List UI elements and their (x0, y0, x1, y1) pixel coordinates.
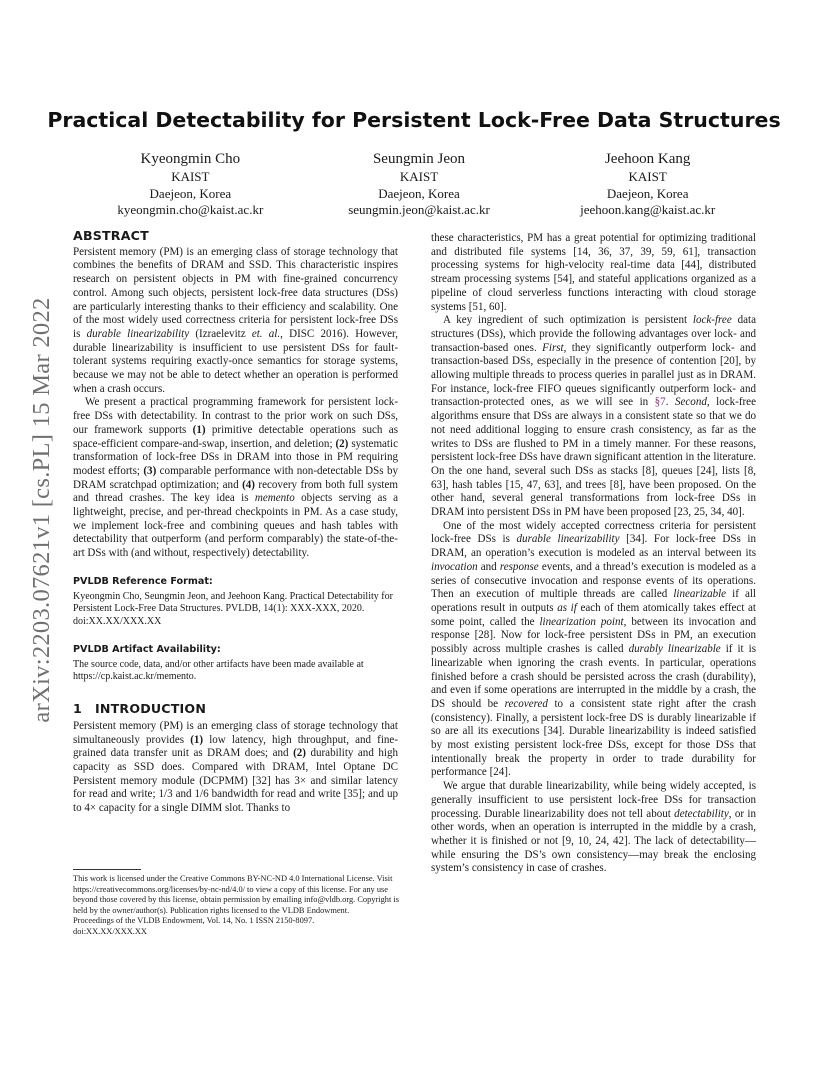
author-2 (305, 150, 534, 219)
artifact-heading: PVLDB Artifact Availability: (73, 643, 221, 655)
author-affiliation: KAIST (399, 169, 439, 184)
introduction-heading: 1 INTRODUCTION (73, 701, 207, 717)
intro-paragraph-2: A key ingredient of such optimization is persistent lock-free data structures (DSs), which provide the following advantages over lock- and transaction-based ones. First, they significantly outperform lock- and transaction-based DSs, especially in the presence of contention [20], by allowing multiple threads to process queries in parallel just as in DRAM. For instance, lock-free FIFO queues significantly outperform lock- and transaction-protected ones, as we will see in §7. Second, lock-free algorithms ensure that DSs are always in a consistent state so that we do not need additional logging to ensure crash consistency, as far as the writes to DSs are flushed to PM in a timely manner. For these reasons, persistent lock-free DSs have drawn significant attention in the literature. On the one hand, several such DSs as stacks [8], queues [24], lists [8, 63], hash tables [15, 47, 63], and trees [8], have been proposed. On the other hand, several general transformations from lock-free DSs in DRAM into persistent DSs in PM have been proposed [23, 25, 34, 40]. (431, 314, 756, 519)
author-1 (76, 150, 305, 219)
author-email: jeehoon.kang@kaist.ac.kr (580, 202, 716, 218)
paper-title: Practical Detectability for Persistent Lock-Free Data Structures (47, 108, 781, 132)
arxiv-identifier: arXiv:2203.07621v1 [cs.PL] 15 Mar 2022 (28, 297, 55, 723)
author-3 (533, 150, 762, 219)
author-block (76, 150, 762, 219)
author-email: kyeongmin.cho@kaist.ac.kr (117, 202, 264, 218)
abstract-paragraph-2: We present a practical programming framework for persistent lock-free DSs with detectability. In contrast to the prior work on such DSs, our framework supports (1) primitive detectable operations such as space-efficient compare-and-swap, insertion, and deletion; (2) systematic transformation of lock-free DSs in DRAM into those in PM requiring modest efforts; (3) comparable performance with non-detectable DSs by DRAM scratchpad optimization; and (4) recovery from both full system and thread crashes. The key idea is memento objects serving as a lightweight, precise, and per-thread checkpoints in PM. As a case study, we implement lock-free and combining queues and hash tables with detectability that outperform (and perform comparably) the state-of-the-art DSs with (and without, respectively) detectability. (73, 396, 399, 560)
abstract-paragraph-1: Persistent memory (PM) is an emerging class of storage technology that combines the benefits of DRAM and SSD. This characteristic inspires research on persistent objects in PM with fine-grained concurrency control. Among such objects, persistent lock-free data structures (DSs) are particularly interesting thanks to their efficiency and scalability. One of the most widely used correctness criteria for persistent lock-free DSs is durable linearizability (Izraelevitz et. al., DISC 2016). However, durable linearizability is insufficient to use persistent DSs for fault-tolerant systems requiring exactly-once semantics for storage systems, because we may not be able to detect whether an operation is performed when a crash occurs. (73, 245, 398, 395)
author-location: Daejeon, Korea (378, 185, 460, 201)
left-column (73, 229, 398, 816)
section-7-link[interactable]: §7 (654, 396, 666, 409)
author-name: Seungmin Jeon (372, 151, 466, 167)
intro-paragraph-3: One of the most widely accepted correctness criteria for persistent lock-free DSs is durable linearizability [34]. For lock-free DSs in DRAM, an operation’s execution is modeled as an interval between its invocation and response events, and a thread’s execution is modeled as a series of consecutive invocation and response events of its operations. Then an execution of multiple threads are called linearizable if all operations result in outputs as if each of them atomically takes effect at some point, called the linearization point, between its invocation and response [28]. Now for lock-free persistent DSs in PM, an execution possibly across multiple crashes is called durably linearizable if it is linearizable when ignoring the crash events. In particular, operations finished before a crash should be persisted across the crash (durability), and even if some operations are interrupted in the middle by a crash, the DS should be recovered to a consistent state right after the crash (consistency). Finally, a persistent lock-free DS is durably linearizable if so are all its executions [34]. Durable linearizability is indeed satisfied by most existing persistent lock-free DSs, except for those DSs that intentionally break the property in order to trade durability for performance [24]. (431, 519, 757, 779)
reference-format-heading: PVLDB Reference Format: (73, 575, 213, 587)
artifact-text: The source code, data, and/or other artifacts have been made available at https://cp.kaist.ac.kr/memento. (73, 658, 364, 683)
intro-paragraph-continued: these characteristics, PM has a great potential for optimizing traditional and distributed file systems [14, 36, 37, 39, 59, 61], transaction processing systems for high-velocity real-time data [44], distributed stream processing systems [54], and stateful applications organized as a pipeline of cloud serverless functions interacting with cloud storage systems [51, 60]. (431, 232, 756, 313)
introduction-paragraph-1: Persistent memory (PM) is an emerging class of storage technology that simultaneously provides (1) low latency, high throughput, and fine-grained data transfer unit as DRAM does; and (2) durability and high capacity as SSD does. Compared with DRAM, Intel Optane DC Persistent memory module (DCPMM) [32] has 3× and similar latency for read and write; 1/3 and 1/6 bandwidth for read and write [35]; and up to 4× capacity for a single DIMM slot. Thanks to (73, 719, 398, 815)
author-location: Daejeon, Korea (149, 185, 232, 201)
author-affiliation: KAIST (628, 169, 667, 184)
author-name: Kyeongmin Cho (140, 151, 241, 167)
right-column (431, 232, 756, 876)
author-affiliation: KAIST (171, 169, 210, 184)
proceedings-text: Proceedings of the VLDB Endowment, Vol. 14, No. 1 ISSN 2150-8097. (73, 916, 315, 926)
abstract-heading: ABSTRACT (73, 228, 149, 243)
reference-format-text: Kyeongmin Cho, Seungmin Jeon, and Jeehoon Kang. Practical Detectability for Persistent Lock-Free Data Structures. PVLDB, 14(1): XXX-XXX, 2020. doi:XX.XX/XXX.XX (73, 590, 393, 628)
footnote-doi: doi:XX.XX/XXX.XX (73, 926, 147, 936)
footnote-divider (73, 869, 141, 870)
author-email: seungmin.jeon@kaist.ac.kr (348, 202, 490, 218)
author-name: Jeehoon Kang (604, 151, 691, 167)
author-location: Daejeon, Korea (606, 185, 689, 201)
license-footnote (73, 874, 403, 938)
license-text: This work is licensed under the Creative Commons BY-NC-ND 4.0 International License. Visit https://creativecommons.org/licenses/by-nc-nd/4.0/ to view a copy of this license. For any use beyond those covered by this license, obtain permission by emailing info@vldb.org. Copyright is held by the owner/author(s). Publication rights licensed to the VLDB Endowment. (73, 874, 399, 915)
intro-paragraph-4: We argue that durable linearizability, while being widely accepted, is generally insufficient to use persistent lock-free DSs for transaction processing. Durable linearizability does not tell about detectability, or in other words, when an operation is interrupted in the middle by a crash, whether it is finished or not [9, 10, 24, 42]. The lack of detectability—while ensuring the DS’s own consistency—may break the enclosing system’s consistency in case of crashes. (431, 780, 756, 875)
arxiv-sidebar-stamp (26, 286, 58, 734)
